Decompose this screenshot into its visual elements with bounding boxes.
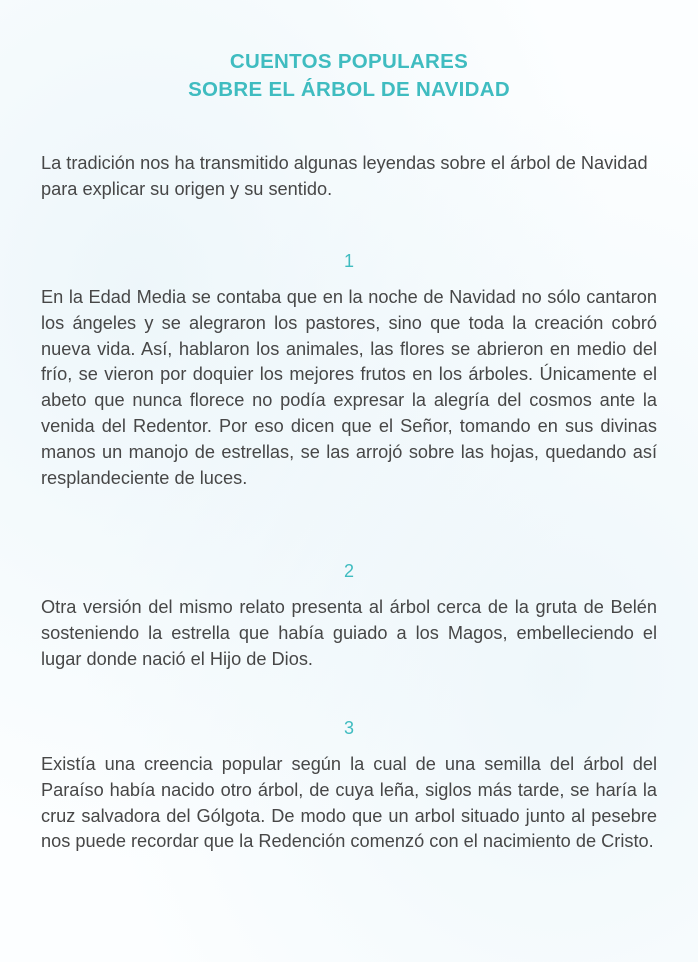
page-title xyxy=(0,48,698,104)
section-number-2: 2 xyxy=(343,561,354,581)
title-line-2: SOBRE EL ÁRBOL DE NAVIDAD xyxy=(188,78,510,101)
section-number-1: 1 xyxy=(343,251,354,271)
section-paragraph-3: Existía una creencia popular según la cual de una semilla del árbol del Paraíso había nacido otro árbol, de cuya leña, siglos más tarde, se haría la cruz salvadora del Gólgota. De modo que un arbol situado junto al pesebre nos puede recordar que la Redención comenzó con el nacimiento de Cristo. xyxy=(41,754,657,852)
section-paragraph-1: En la Edad Media se contaba que en la noche de Navidad no sólo cantaron los ángeles y se alegraron los pastores, sino que toda la creación cobró nueva vida. Así, hablaron los animales, las flores se abrieron en medio del frío, se vieron por doquier los mejores frutos en los árboles. Únicamente el abeto que nunca florece no podía expresar la alegría del cosmos ante la venida del Redentor. Por eso dicen que el Señor, tomando en sus divinas manos un manojo de estrellas, se las arrojó sobre las hojas, quedando así resplandeciente de luces. xyxy=(41,287,657,488)
section-paragraph-2: Otra versión del mismo relato presenta al árbol cerca de la gruta de Belén sosteniendo la estrella que había guiado a los Magos, embelleciendo el lugar donde nació el Hijo de Dios. xyxy=(41,597,657,669)
intro-paragraph: La tradición nos ha transmitido algunas leyendas sobre el árbol de Navidad para explicar su origen y su sentido. xyxy=(41,153,648,199)
title-line-1: CUENTOS POPULARES xyxy=(229,50,469,73)
section-number-3: 3 xyxy=(343,718,354,738)
